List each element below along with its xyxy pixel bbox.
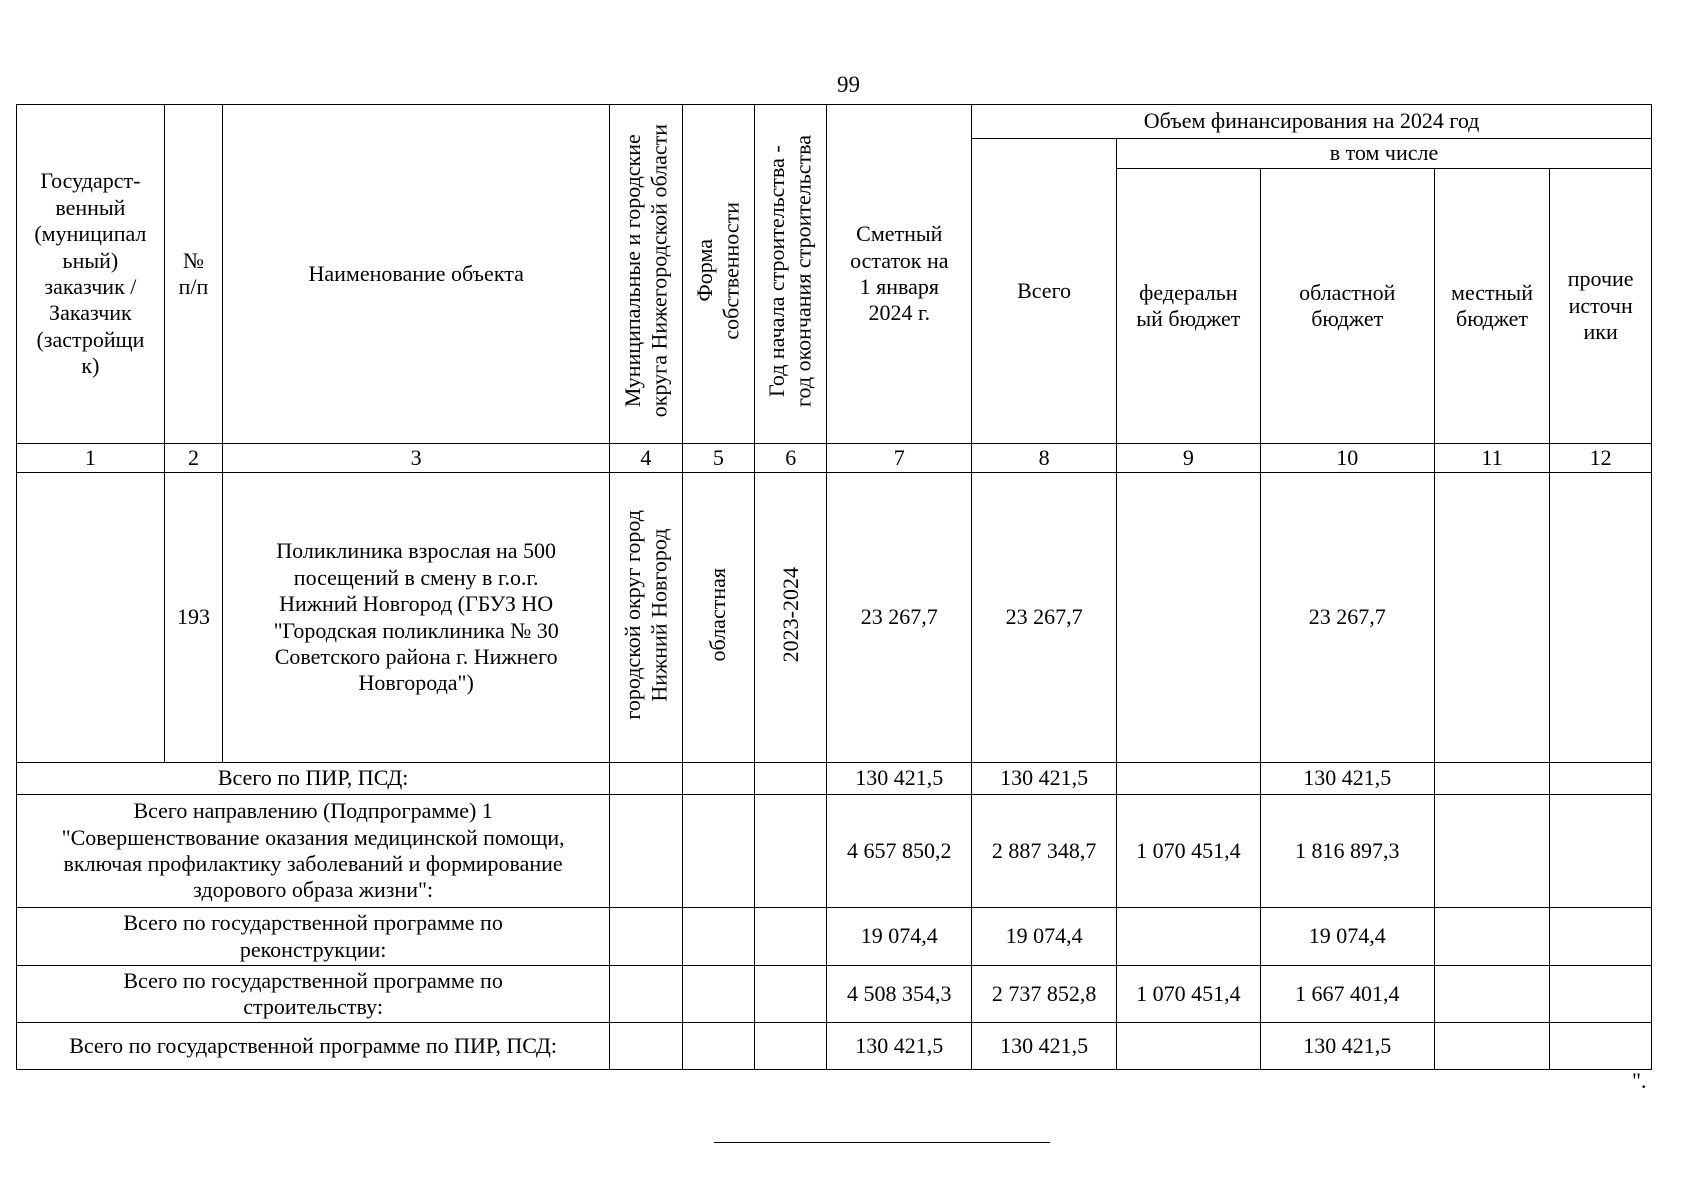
summary-row-program-pir [17,1023,1652,1070]
object-total: 23 267,7 [972,473,1117,763]
header-districts: Муниципальные и городские округа Нижегородской области [610,105,682,444]
summary-estimate: 19 074,4 [827,908,972,966]
col-number: 7 [827,444,972,473]
summary-row-reconstruction [17,908,1652,966]
object-row [17,473,1652,763]
summary-other [1550,795,1652,908]
object-other [1550,473,1652,763]
summary-regional: 130 421,5 [1260,763,1434,795]
object-name: Поликлиника взрослая на 500 посещений в смену в г.о.г. Нижний Новгород (ГБУЗ НО "Городская поликлиника № 30 Советского района г. Нижнего Новгорода") [223,473,610,763]
summary-total: 130 421,5 [972,1023,1117,1070]
object-customer [17,473,165,763]
col-number: 5 [682,444,754,473]
header-estimate: Сметный остаток на 1 января 2024 г. [827,105,972,444]
summary-local [1434,763,1550,795]
col-number: 1 [17,444,165,473]
object-estimate: 23 267,7 [827,473,972,763]
header-regional: областной бюджет [1260,169,1434,444]
summary-estimate: 130 421,5 [827,763,972,795]
col-number: 4 [610,444,682,473]
summary-federal: 1 070 451,4 [1116,966,1260,1023]
column-numbers-row [17,444,1652,473]
summary-regional: 130 421,5 [1260,1023,1434,1070]
object-number: 193 [164,473,222,763]
header-ownership: Форма собственности [682,105,754,444]
summary-regional: 1 816 897,3 [1260,795,1434,908]
header-local: местный бюджет [1434,169,1550,444]
summary-federal [1116,763,1260,795]
summary-federal [1116,1023,1260,1070]
financing-table [16,104,1652,1070]
object-district: городской округ город Нижний Новгород [610,473,682,763]
header-total: Всего [972,139,1117,444]
signature-line [714,1142,1050,1143]
summary-estimate: 4 508 354,3 [827,966,972,1023]
summary-total: 2 737 852,8 [972,966,1117,1023]
col-number: 8 [972,444,1117,473]
summary-label: Всего направлению (Подпрограмме) 1 "Совершенствование оказания медицинской помощи, включая профилактику заболеваний и формирование здорового образа жизни": [17,795,610,908]
summary-label: Всего по государственной программе по реконструкции: [17,908,610,966]
summary-federal: 1 070 451,4 [1116,795,1260,908]
summary-label: Всего по государственной программе по ПИР, ПСД: [17,1023,610,1070]
col-number: 9 [1116,444,1260,473]
col-number: 3 [223,444,610,473]
summary-total: 130 421,5 [972,763,1117,795]
col-number: 10 [1260,444,1434,473]
header-customer: Государст- венный (муниципал ьный) заказчик / Заказчик (застройщи к) [17,105,165,444]
summary-local [1434,908,1550,966]
col-number: 11 [1434,444,1550,473]
header-including: в том числе [1116,139,1651,169]
summary-row-subprogram [17,795,1652,908]
summary-total: 2 887 348,7 [972,795,1117,908]
header-funding-title: Объем финансирования на 2024 год [972,105,1652,139]
summary-local [1434,795,1550,908]
summary-estimate: 4 657 850,2 [827,795,972,908]
closing-quote: ". [1632,1068,1647,1093]
summary-regional: 1 667 401,4 [1260,966,1434,1023]
header-years: Год начала строительства - год окончания строительства [755,105,827,444]
summary-label: Всего по государственной программе по строительству: [17,966,610,1023]
header-object-name: Наименование объекта [223,105,610,444]
col-number: 2 [164,444,222,473]
col-number: 12 [1550,444,1652,473]
summary-row-pir [17,763,1652,795]
summary-federal [1116,908,1260,966]
object-ownership: областная [682,473,754,763]
object-local [1434,473,1550,763]
summary-row-construction [17,966,1652,1023]
object-regional: 23 267,7 [1260,473,1434,763]
summary-other [1550,763,1652,795]
object-federal [1116,473,1260,763]
header-number: № п/п [164,105,222,444]
summary-other [1550,1023,1652,1070]
header-federal: федеральн ый бюджет [1116,169,1260,444]
summary-local [1434,1023,1550,1070]
summary-other [1550,966,1652,1023]
page-number: 99 [837,72,860,97]
header-other: прочие источн ики [1550,169,1652,444]
summary-label: Всего по ПИР, ПСД: [17,763,610,795]
summary-total: 19 074,4 [972,908,1117,966]
summary-regional: 19 074,4 [1260,908,1434,966]
object-years: 2023-2024 [755,473,827,763]
summary-local [1434,966,1550,1023]
summary-estimate: 130 421,5 [827,1023,972,1070]
col-number: 6 [755,444,827,473]
summary-other [1550,908,1652,966]
